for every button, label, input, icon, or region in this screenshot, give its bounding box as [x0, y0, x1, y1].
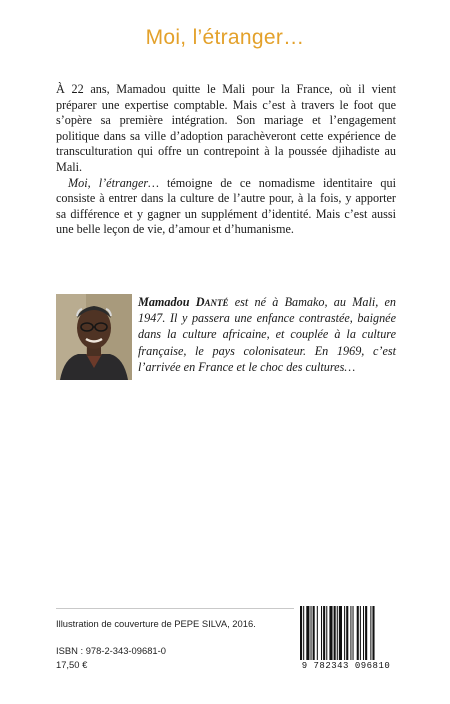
author-first-name: Mamadou: [138, 295, 196, 309]
summary-paragraph-1: À 22 ans, Mamadou quitte le Mali pour la France, où il vient préparer une expertise comptable. Mais c’est à travers le foot que s’opère sa première intégration. Son mariage et l’engagement politique dans sa ville d’adoption parachèveront cette expérience de transculturation qui offre un contrepoint à la poussée djihadiste au Mali.: [56, 82, 396, 174]
cover-illustration-credit: Illustration de couverture de PEPE SILVA, 2016.: [56, 618, 256, 629]
summary-book-title: Moi, l’étranger…: [68, 175, 159, 190]
summary-paragraph-2-text: témoigne de ce nomadisme identitaire qui consiste à entrer dans la culture de l’autre pour, à la fois, y apporter sa différence et y gagner un supplément d’identité. Mais c’est aussi une belle leçon de vie, d’amour et d’humanisme.: [56, 175, 396, 237]
price: 17,50 €: [56, 659, 88, 670]
isbn: ISBN : 978-2-343-09681-0: [56, 645, 166, 656]
author-bio-text: est né à Bamako, au Mali, en 1947. Il y passera une enfance contrastée, baignée dans la culture africaine, et couplée à la culture française, le pays colonisateur. En 1969, c’est l’arrivée en France et le choc des cultures…: [138, 295, 396, 374]
author-last-name: Danté: [195, 295, 229, 309]
summary-paragraph-2: [56, 176, 396, 238]
book-title: Moi, l’étranger…: [145, 26, 305, 49]
back-cover-summary: [56, 82, 396, 238]
author-photo: [56, 294, 132, 380]
author-bio: [138, 294, 396, 375]
barcode-number: 9 782343 096810: [301, 661, 391, 671]
